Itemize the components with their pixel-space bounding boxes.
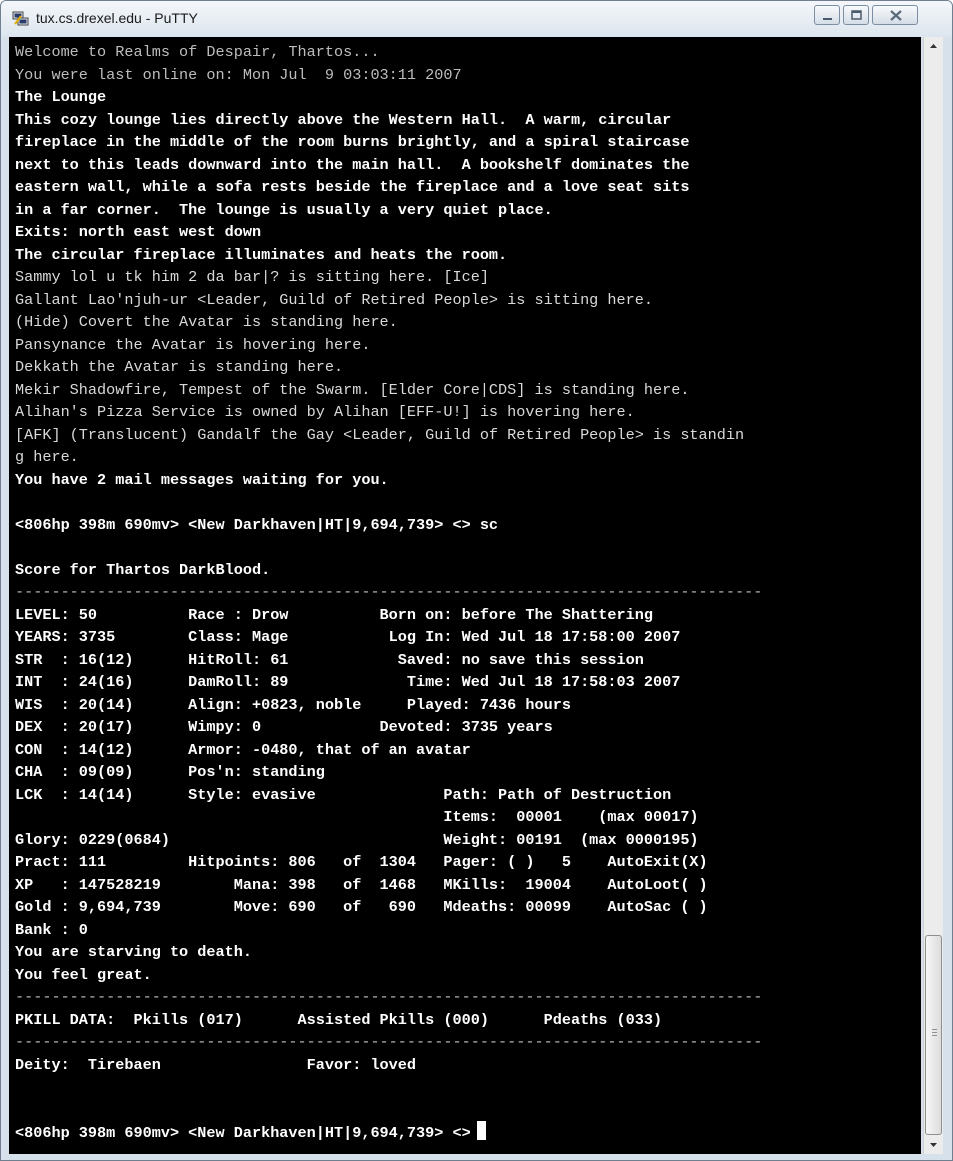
arrow-down-icon	[924, 1136, 943, 1154]
room-item-line: Sammy lol u tk him 2 da bar|? is sitting here. [Ice]	[15, 268, 489, 286]
welcome-line: Welcome to Realms of Despair, Thartos...	[15, 43, 380, 61]
divider-line: ----------------------------------------------------------------------------------	[15, 988, 763, 1006]
room-description-line: next to this leads downward into the main hall. A bookshelf dominates the	[15, 155, 690, 174]
score-line: Pract: 111 Hitpoints: 806 of 1304 Pager: ( ) 5 AutoExit(X)	[15, 853, 708, 871]
maximize-button[interactable]	[843, 5, 869, 25]
score-line: Bank : 0	[15, 920, 88, 939]
room-item-line: (Hide) Covert the Avatar is standing here.	[15, 313, 398, 331]
room-item-line: [AFK] (Translucent) Gandalf the Gay <Leader, Guild of Retired People> is standin	[15, 425, 745, 444]
final-prompt: <806hp 398m 690mv> <New Darkhaven|HT|9,694,739> <>	[15, 1124, 471, 1142]
room-item-line: g here.	[15, 448, 79, 466]
condition-line: You feel great.	[15, 965, 152, 984]
score-line: LCK : 14(14) Style: evasive Path: Path of Destruction	[15, 785, 672, 804]
text-cursor	[477, 1121, 486, 1140]
room-description-line: This cozy lounge lies directly above the Western Hall. A warm, circular	[15, 110, 672, 129]
divider-line: ----------------------------------------------------------------------------------	[15, 583, 763, 601]
putty-icon[interactable]	[12, 11, 30, 27]
score-line: XP : 147528219 Mana: 398 of 1468 MKills: 19004 AutoLoot( )	[15, 875, 708, 894]
exits-line: Exits: north east west down	[15, 223, 262, 241]
room-item-line: The circular fireplace illuminates and heats the room.	[15, 245, 508, 264]
score-line: WIS : 20(14) Align: +0823, noble Played: 7436 hours	[15, 695, 571, 714]
vertical-scrollbar[interactable]	[923, 37, 943, 1154]
score-line: LEVEL: 50 Race : Drow Born on: before The Shattering	[15, 605, 653, 624]
score-line: Glory: 0229(0684) Weight: 00191 (max 0000195)	[15, 830, 699, 849]
scroll-down-button[interactable]	[924, 1136, 943, 1154]
score-line: Gold : 9,694,739 Move: 690 of 690 Mdeaths: 00099 AutoSac ( )	[15, 898, 708, 916]
window-title: tux.cs.drexel.edu - PuTTY	[36, 10, 198, 26]
scroll-grip	[932, 1029, 937, 1030]
maximize-icon	[844, 6, 870, 26]
close-icon	[873, 6, 919, 26]
scroll-thumb[interactable]	[925, 935, 942, 1135]
minimize-icon	[815, 6, 841, 26]
scroll-grip	[932, 1032, 937, 1033]
mail-notice: You have 2 mail messages waiting for you.	[15, 470, 389, 489]
room-item-line: Gallant Lao'njuh-ur <Leader, Guild of Retired People> is sitting here.	[15, 290, 653, 309]
room-description-line: in a far corner. The lounge is usually a very quiet place.	[15, 200, 553, 219]
score-line: DEX : 20(17) Wimpy: 0 Devoted: 3735 years	[15, 718, 553, 736]
room-item-line: Mekir Shadowfire, Tempest of the Swarm. [Elder Core|CDS] is standing here.	[15, 380, 690, 399]
pkill-line: PKILL DATA: Pkills (017) Assisted Pkills (000) Pdeaths (033)	[15, 1010, 663, 1029]
window-frame-right	[943, 37, 952, 1160]
score-line: STR : 16(12) HitRoll: 61 Saved: no save this session	[15, 650, 644, 669]
deity-line: Deity: Tirebaen Favor: loved	[15, 1055, 417, 1074]
scroll-grip	[932, 1035, 937, 1036]
window-frame-left	[1, 37, 9, 1160]
room-item-line: Dekkath the Avatar is standing here.	[15, 358, 344, 376]
minimize-button[interactable]	[814, 5, 840, 25]
room-item-line: Pansynance the Avatar is hovering here.	[15, 335, 371, 354]
room-name: The Lounge	[15, 88, 107, 106]
score-line: CON : 14(12) Armor: -0480, that of an avatar	[15, 740, 471, 759]
condition-line: You are starving to death.	[15, 943, 252, 961]
divider-line: ----------------------------------------------------------------------------------	[15, 1033, 763, 1051]
score-line: YEARS: 3735 Class: Mage Log In: Wed Jul 18 17:58:00 2007	[15, 628, 681, 646]
score-line: Items: 00001 (max 00017)	[15, 808, 699, 826]
room-item-line: Alihan's Pizza Service is owned by Alihan [EFF-U!] is hovering here.	[15, 403, 635, 421]
room-description-line: eastern wall, while a sofa rests beside the fireplace and a love seat sits	[15, 178, 690, 196]
terminal-output	[9, 37, 921, 1145]
score-line: INT : 24(16) DamRoll: 89 Time: Wed Jul 18 17:58:03 2007	[15, 673, 681, 691]
score-header: Score for Thartos DarkBlood.	[15, 560, 271, 579]
room-description-line: fireplace in the middle of the room burns brightly, and a spiral staircase	[15, 133, 690, 151]
scroll-up-button[interactable]	[924, 37, 943, 55]
terminal-area[interactable]	[9, 37, 921, 1154]
last-online-line: You were last online on: Mon Jul 9 03:03:11 2007	[15, 65, 462, 84]
score-line: CHA : 09(09) Pos'n: standing	[15, 763, 325, 781]
arrow-up-icon	[924, 37, 943, 55]
prompt-line: <806hp 398m 690mv> <New Darkhaven|HT|9,694,739> <> sc	[15, 515, 499, 534]
close-button[interactable]	[872, 5, 918, 25]
title-bar[interactable]	[1, 1, 952, 37]
